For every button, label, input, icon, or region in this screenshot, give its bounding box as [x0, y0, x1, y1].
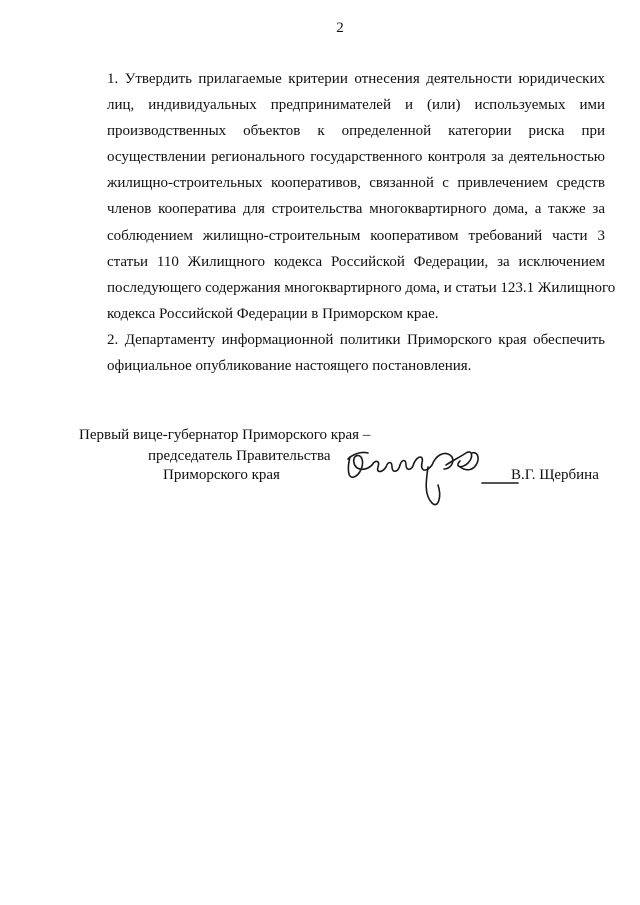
document-body	[79, 66, 616, 379]
text-line: последующего содержания многоквартирного дома, и статьи 123.1 Жилищного	[107, 279, 616, 296]
text-line: соблюдением жилищно-строительным кооперативом требований части 3	[107, 227, 605, 244]
page-number: 2	[336, 20, 344, 36]
paragraph-approve-criteria	[79, 66, 616, 327]
signer-position-line: Приморского края	[163, 467, 280, 483]
text-line: осуществлении регионального государственного контроля за деятельностью	[107, 149, 605, 166]
text-line: официальное опубликование настоящего постановления.	[107, 358, 472, 375]
text-line: 1. Утвердить прилагаемые критерии отнесения деятельности юридических	[107, 71, 605, 87]
signer-name: В.Г. Щербина	[511, 467, 599, 483]
text-line: 2. Департаменту информационной политики Приморского края обеспечить	[107, 331, 605, 348]
text-line: статьи 110 Жилищного кодекса Российской Федерации, за исключением	[107, 253, 605, 270]
paragraph-publication	[79, 327, 605, 379]
text-line: жилищно-строительных кооперативов, связанной с привлечением средств	[107, 175, 605, 192]
text-line: производственных объектов к определенной категории риска при	[107, 123, 605, 140]
handwritten-signature-icon	[342, 437, 522, 517]
text-line: кодекса Российской Федерации в Приморском крае.	[107, 305, 439, 322]
text-line: членов кооператива для строительства многоквартирного дома, а также за	[107, 201, 605, 218]
signer-position-line: председатель Правительства	[148, 448, 331, 464]
signer-position-line: Первый вице-губернатор Приморского края –	[79, 427, 371, 443]
text-line: лиц, индивидуальных предпринимателей и (или) используемых ими	[107, 97, 605, 114]
